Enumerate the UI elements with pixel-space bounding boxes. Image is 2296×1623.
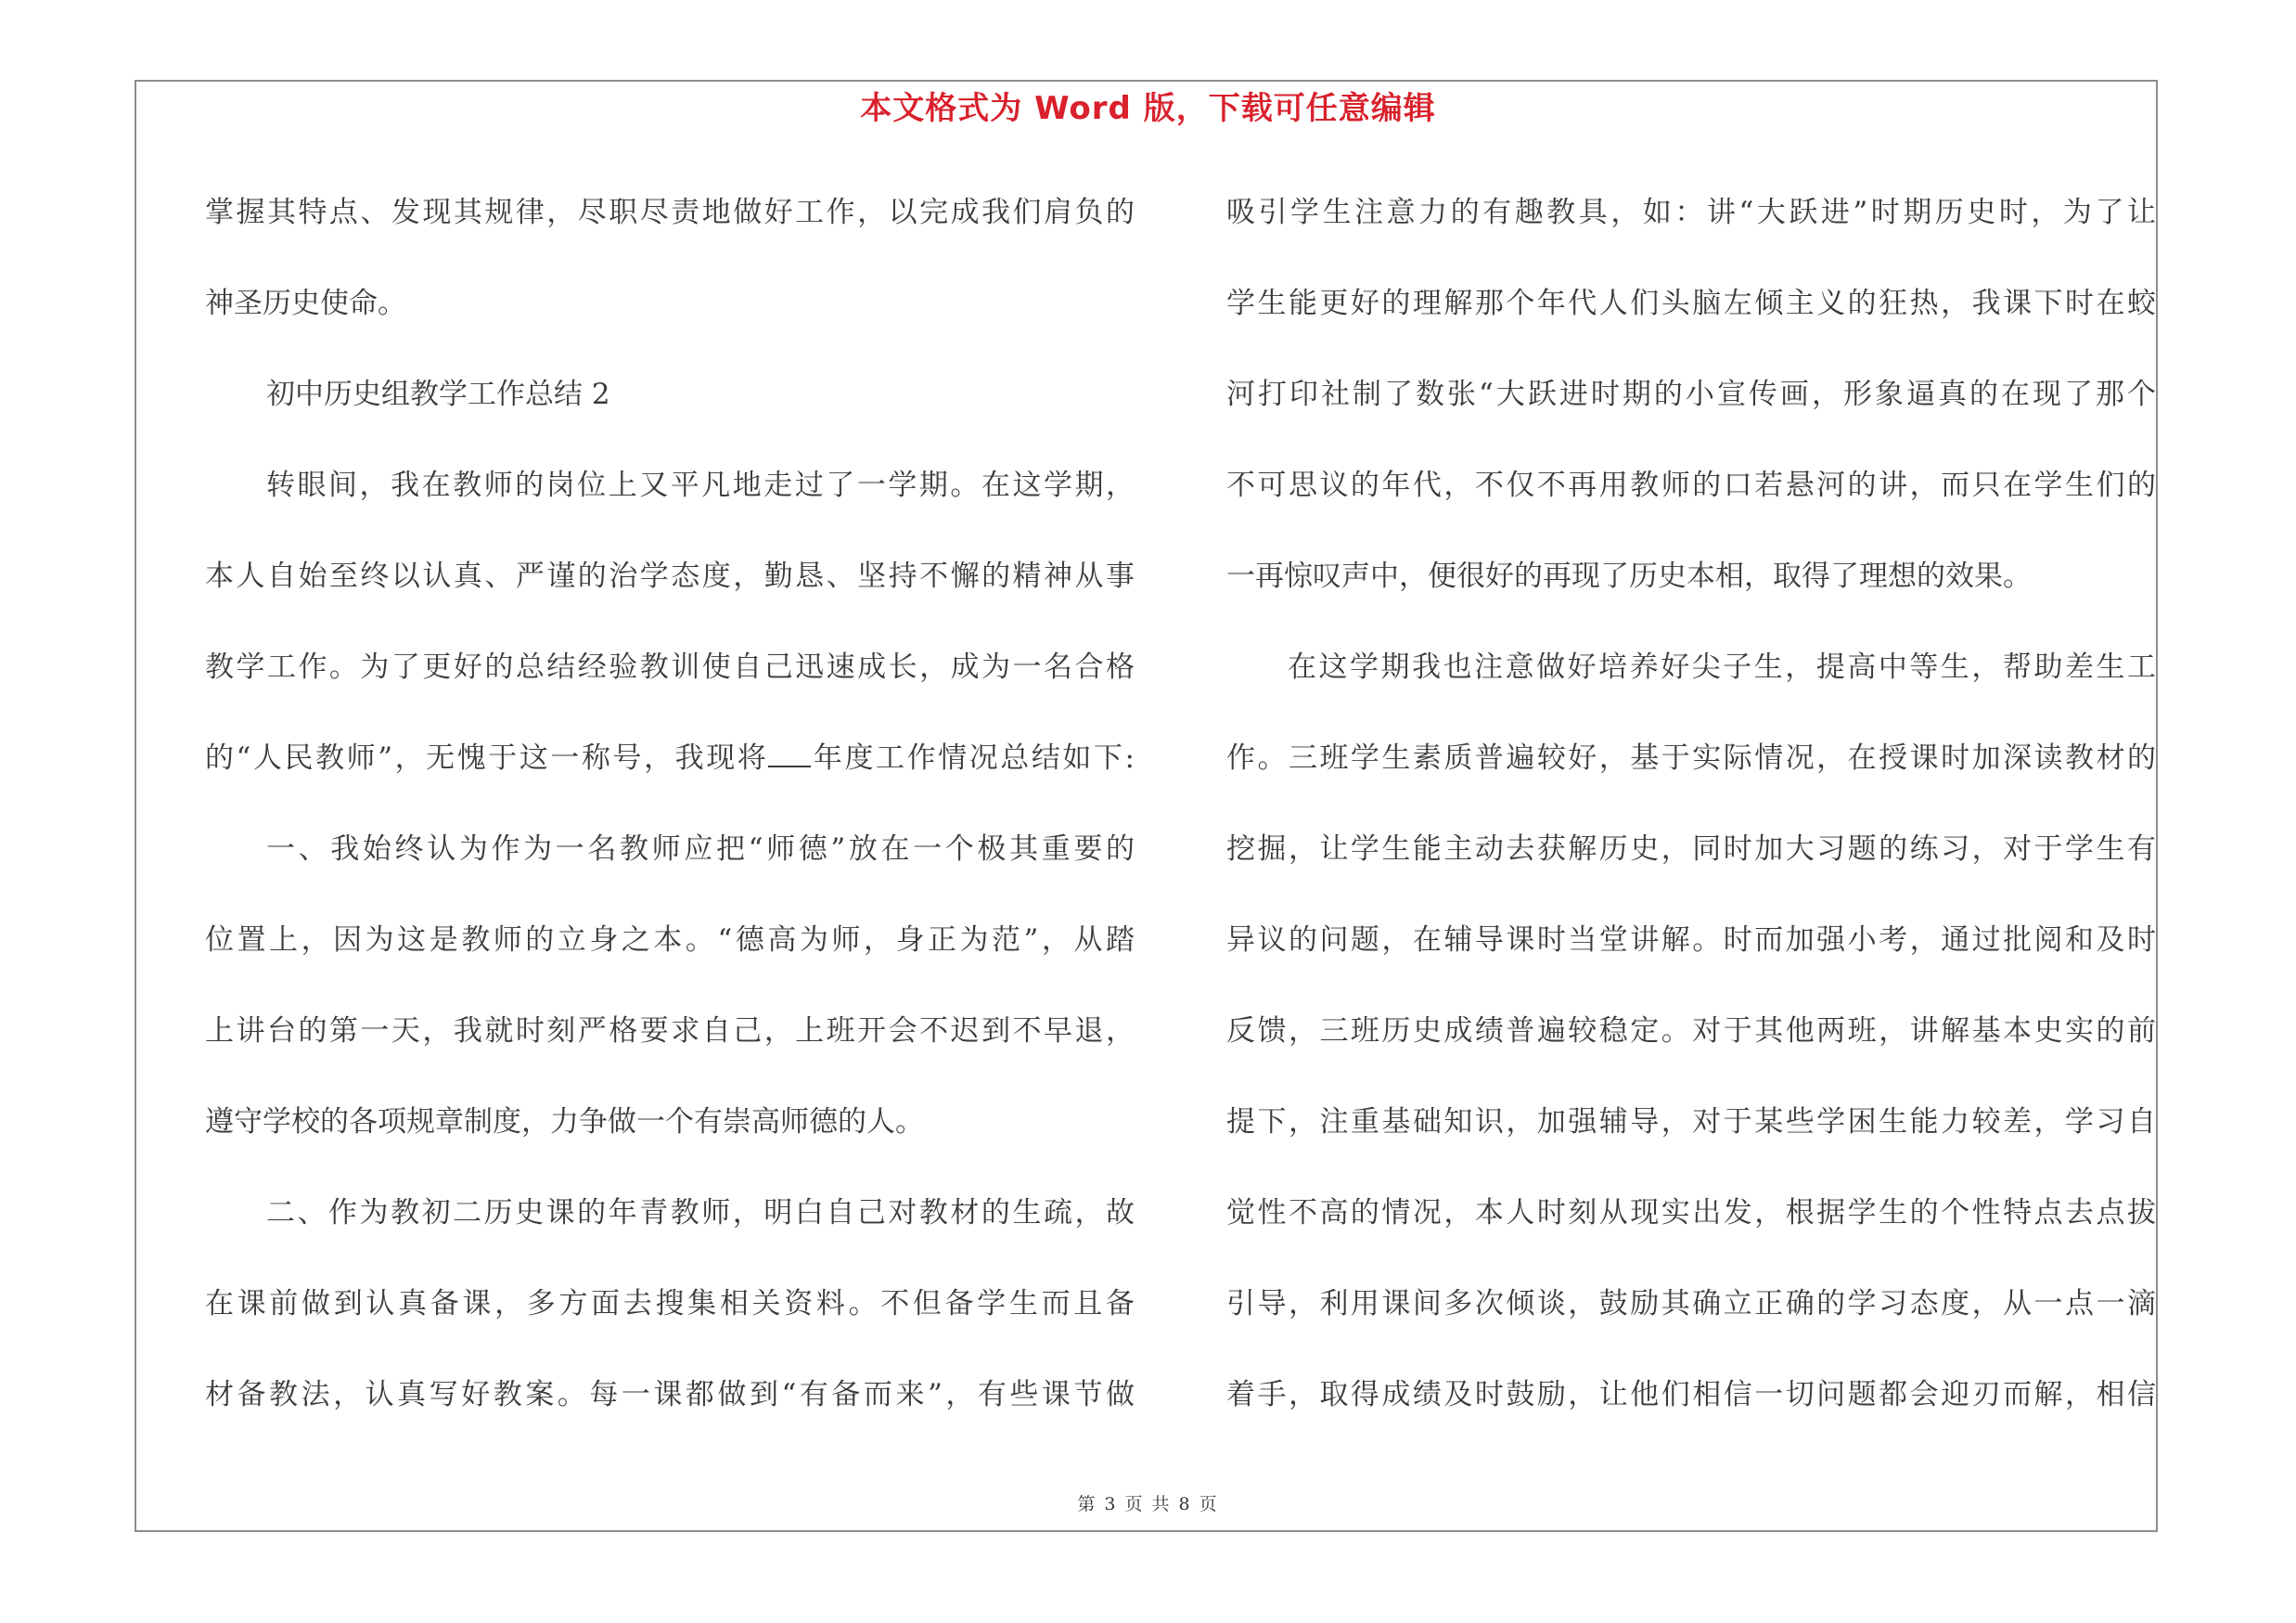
paragraph-line: 反馈，三班历史成绩普遍较稳定。对于其他两班，讲解基本史实的前 bbox=[1226, 1014, 2156, 1048]
paragraph-line: 在这学期我也注意做好培养好尖子生，提高中等生，帮助差生工 bbox=[1288, 650, 2156, 684]
line-text-after-blank: 年度工作情况总结如下: bbox=[811, 741, 1135, 775]
paragraph-line: 异议的问题，在辅导课时当堂讲解。时而加强小考，通过批阅和及时 bbox=[1226, 923, 2156, 957]
word-format-banner: 本文格式为 Word 版，下载可任意编辑 bbox=[860, 90, 1436, 127]
paragraph-line: 作。三班学生素质普遍较好，基于实际情况，在授课时加深读教材的 bbox=[1226, 741, 2156, 775]
page-number-footer: 第 3 页 共 8 页 bbox=[1077, 1494, 1219, 1514]
fill-in-blank bbox=[768, 741, 811, 767]
paragraph-line: 神圣历史使命。 bbox=[205, 287, 406, 320]
paragraph-line: 河打印社制了数张“大跃进时期的小宣传画，形象逼真的在现了那个 bbox=[1226, 378, 2156, 411]
paragraph-line: 提下，注重基础知识，加强辅导，对于某些学困生能力较差，学习自 bbox=[1226, 1105, 2156, 1139]
paragraph-line: 材备教法，认真写好教案。每一课都做到“有备而来”，有些课节做 bbox=[205, 1378, 1135, 1411]
paragraph-line: 掌握其特点、发现其规律，尽职尽责地做好工作，以完成我们肩负的 bbox=[205, 196, 1135, 229]
paragraph-line: 教学工作。为了更好的总结经验教训使自己迅速成长，成为一名合格 bbox=[205, 650, 1135, 684]
paragraph-line: 在课前做到认真备课，多方面去搜集相关资料。不但备学生而且备 bbox=[205, 1287, 1135, 1320]
paragraph-line: 一、我始终认为作为一名教师应把“师德”放在一个极其重要的 bbox=[266, 832, 1135, 866]
paragraph-line: 一再惊叹声中，便很好的再现了历史本相，取得了理想的效果。 bbox=[1226, 560, 2032, 593]
paragraph-line: 遵守学校的各项规章制度，力争做一个有崇高师德的人。 bbox=[205, 1105, 924, 1139]
paragraph-line: 着手，取得成绩及时鼓励，让他们相信一切问题都会迎刃而解，相信 bbox=[1226, 1378, 2156, 1411]
section-heading: 初中历史组教学工作总结 2 bbox=[266, 378, 610, 411]
paragraph-line: 吸引学生注意力的有趣教具，如：讲“大跃进”时期历史时，为了让 bbox=[1226, 196, 2156, 229]
paragraph-line: 转眼间，我在教师的岗位上又平凡地走过了一学期。在这学期， bbox=[266, 469, 1135, 502]
paragraph-line: 二、作为教初二历史课的年青教师，明白自己对教材的生疏，故 bbox=[266, 1196, 1135, 1230]
paragraph-line: 学生能更好的理解那个年代人们头脑左倾主义的狂热，我课下时在蛟 bbox=[1226, 287, 2156, 320]
line-text-before-blank: 的“人民教师”，无愧于这一称号，我现将 bbox=[205, 741, 769, 775]
paragraph-line: 觉性不高的情况，本人时刻从现实出发，根据学生的个性特点去点拔 bbox=[1226, 1196, 2156, 1230]
left-text-column bbox=[205, 180, 1135, 1453]
right-text-column bbox=[1226, 180, 2156, 1453]
paragraph-line: 位置上，因为这是教师的立身之本。“德高为师，身正为范”，从踏 bbox=[205, 923, 1135, 957]
paragraph-line: 本人自始至终以认真、严谨的治学态度，勤恳、坚持不懈的精神从事 bbox=[205, 560, 1135, 593]
paragraph-line: 上讲台的第一天，我就时刻严格要求自己，上班开会不迟到不早退， bbox=[205, 1014, 1135, 1048]
paragraph-line: 引导，利用课间多次倾谈，鼓励其确立正确的学习态度，从一点一滴 bbox=[1226, 1287, 2156, 1320]
paragraph-line: 挖掘，让学生能主动去获解历史，同时加大习题的练习，对于学生有 bbox=[1226, 832, 2156, 866]
paragraph-line: 不可思议的年代，不仅不再用教师的口若悬河的讲，而只在学生们的 bbox=[1226, 469, 2156, 502]
paragraph-line-with-blank bbox=[205, 726, 1135, 817]
